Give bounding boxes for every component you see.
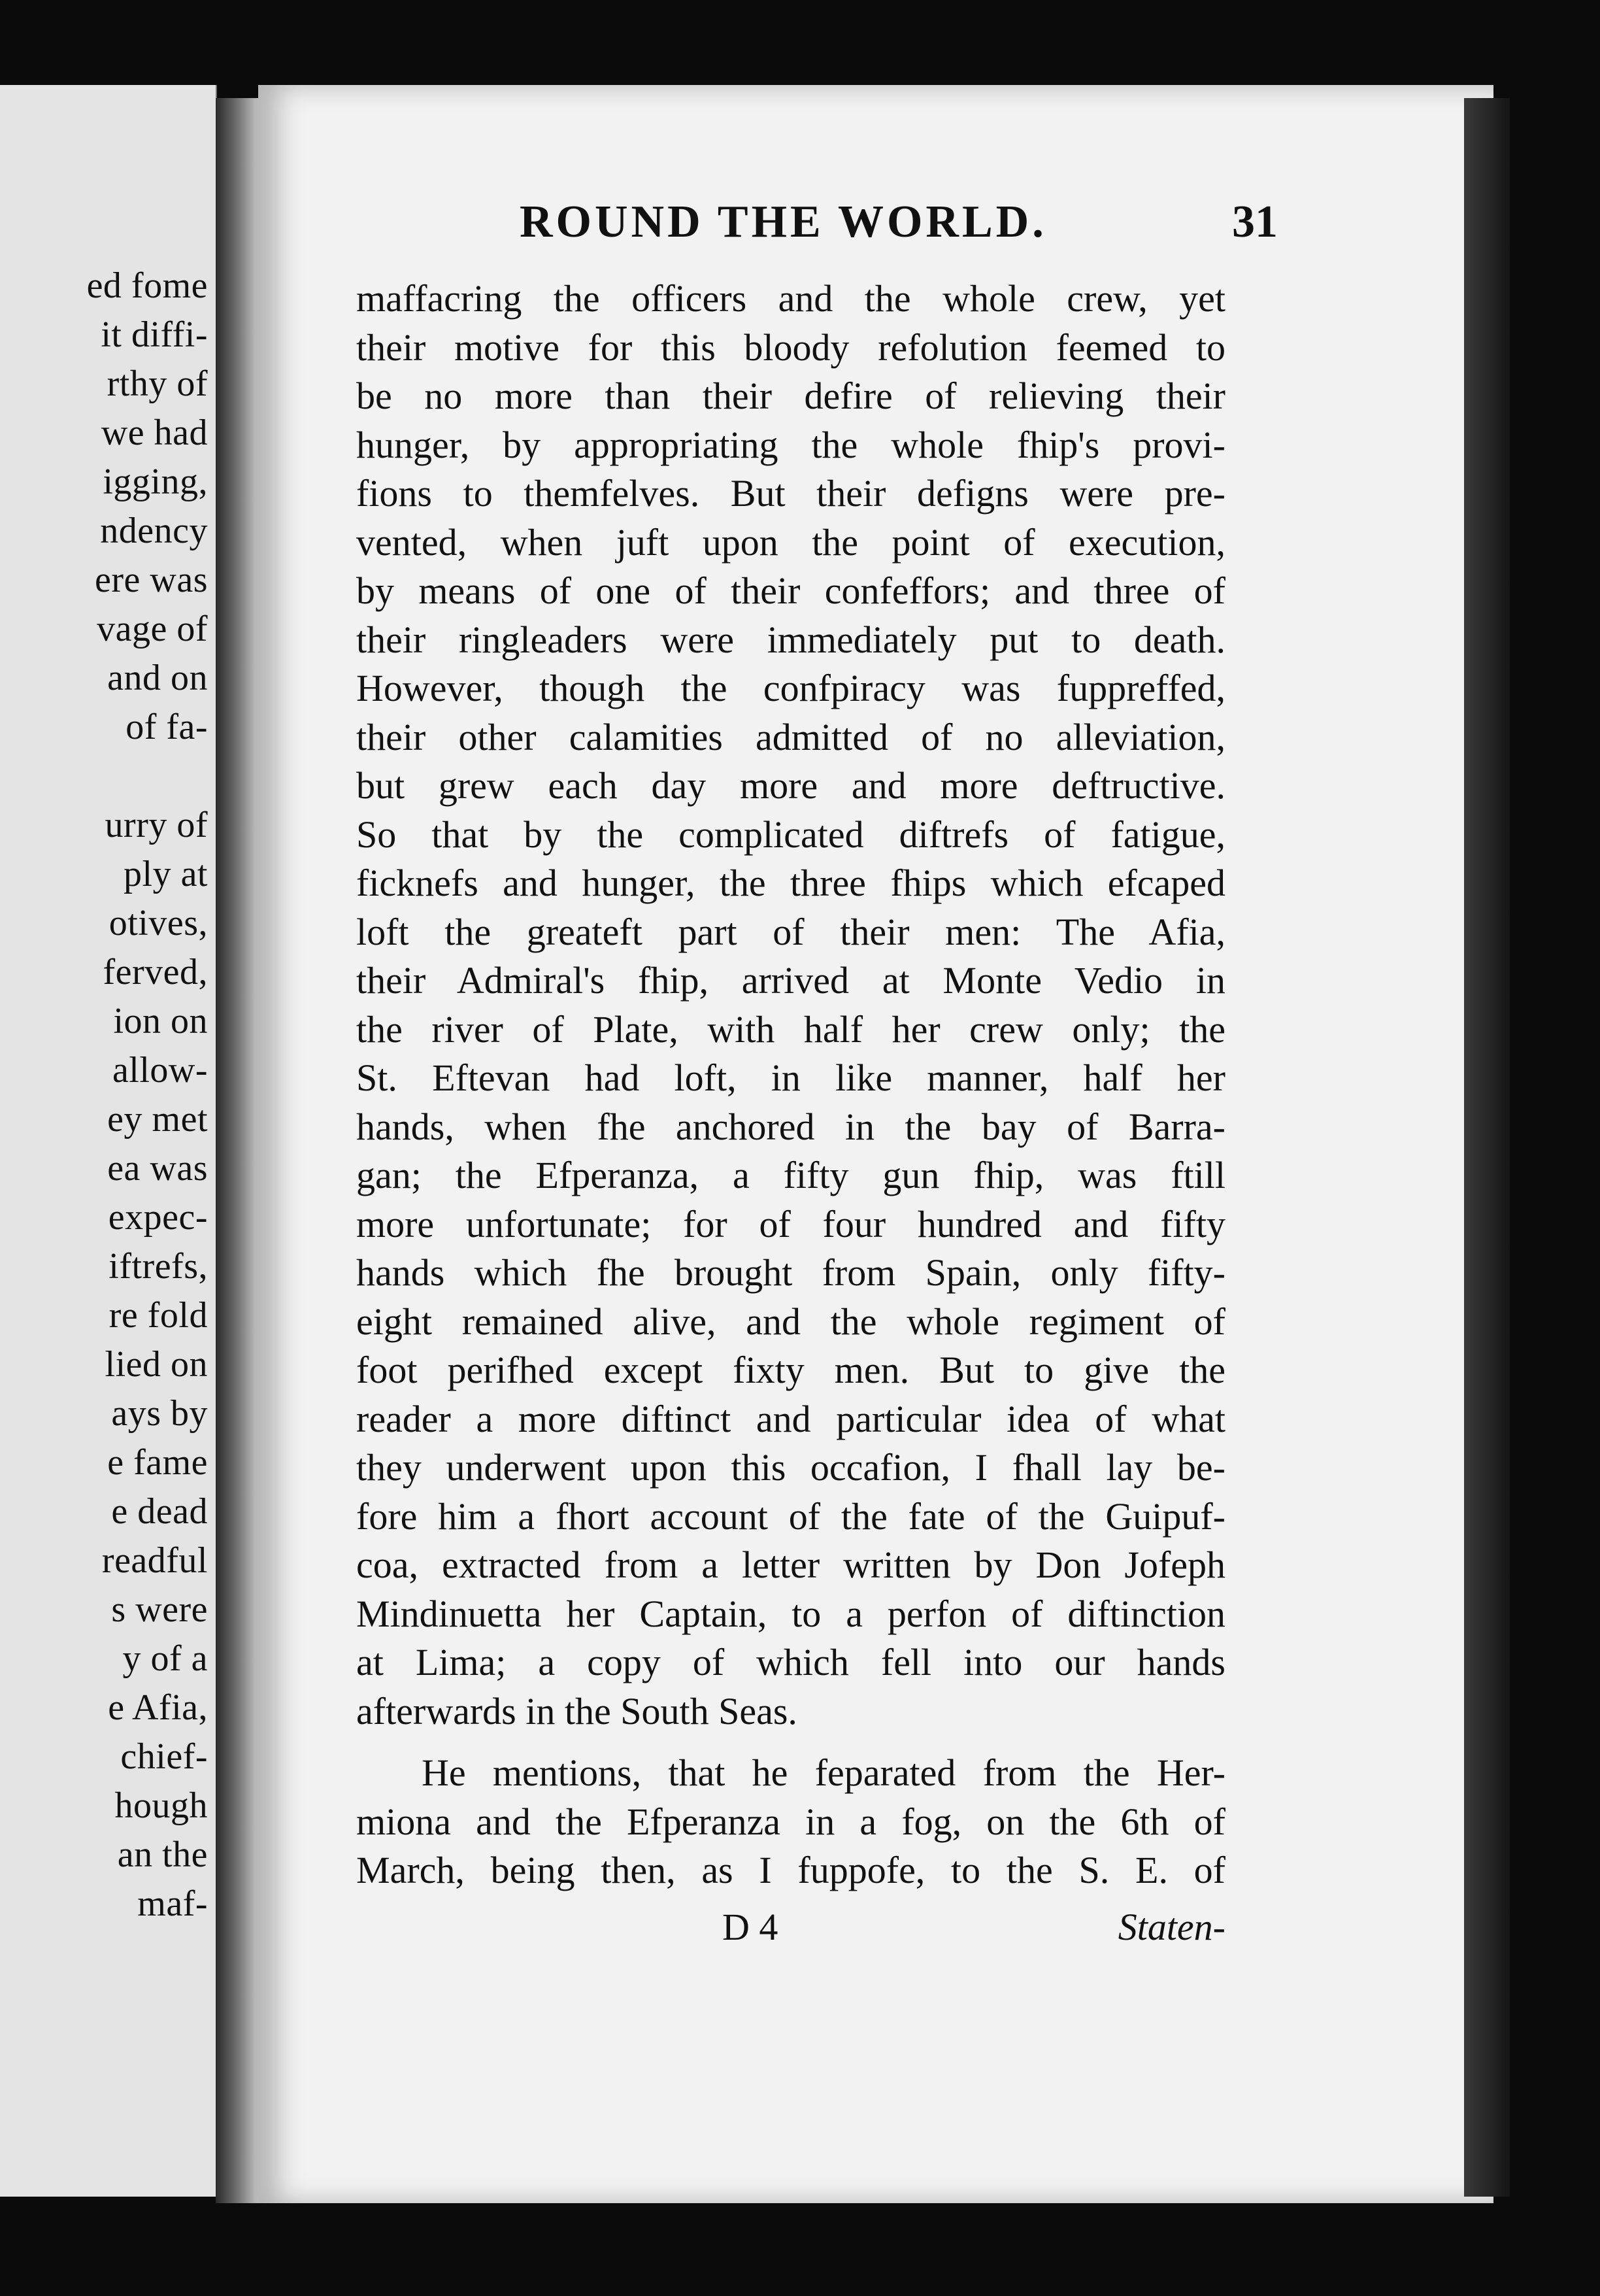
facing-line: ays by xyxy=(111,1393,208,1434)
facing-line: ndency xyxy=(100,511,208,551)
facing-line: ferved, xyxy=(103,952,208,992)
text-line: miona and the Efperanza in a fog, on the 6th of xyxy=(356,1800,1225,1843)
facing-line: we had xyxy=(101,413,208,453)
text-line: at Lima; a copy of which fell into our hands xyxy=(356,1641,1225,1683)
text-line: hands which fhe brought from Spain, only fifty- xyxy=(356,1251,1225,1294)
catchword: Staten- xyxy=(1118,1906,1225,1948)
text-line: foot perifhed except fixty men. But to give the xyxy=(356,1349,1225,1391)
text-line: coa, extracted from a letter written by Don Jofeph xyxy=(356,1544,1225,1586)
facing-line: re fold xyxy=(108,1295,208,1336)
text-line: fions to themfelves. But their defigns were pre- xyxy=(356,472,1225,515)
text-line: their other calamities admitted of no alleviation, xyxy=(356,715,1225,758)
body-text xyxy=(356,275,1225,1895)
text-line: by means of one of their confeffors; and three of xyxy=(356,569,1225,612)
page-edge xyxy=(1464,98,1510,2197)
text-line: fore him a fhort account of the fate of the Guipuf- xyxy=(356,1494,1225,1538)
facing-line: e Afia, xyxy=(108,1687,208,1728)
facing-page xyxy=(0,85,217,2197)
facing-line: y of a xyxy=(122,1638,208,1679)
facing-line: iftrefs, xyxy=(108,1246,208,1287)
paragraph-break xyxy=(356,1736,1225,1749)
facing-line: hough xyxy=(114,1785,208,1826)
facing-line: urry of xyxy=(105,805,208,845)
page-header xyxy=(520,196,1291,248)
text-line: St. Eftevan had loft, in like manner, half her xyxy=(356,1056,1225,1099)
facing-line: ply at xyxy=(124,854,208,894)
signature-mark: D 4 xyxy=(722,1906,778,1948)
text-line: they underwent upon this occafion, I fhall lay be- xyxy=(356,1446,1225,1489)
facing-page-text xyxy=(0,262,208,1929)
facing-line: ed fome xyxy=(86,265,208,306)
facing-line: e fame xyxy=(107,1442,208,1483)
text-line: However, though the confpiracy was fuppreffed, xyxy=(356,667,1225,709)
facing-line: an the xyxy=(117,1834,208,1875)
facing-line: ere was xyxy=(95,560,208,600)
text-line: afterwards in the South Seas. xyxy=(356,1689,797,1732)
facing-line: readful xyxy=(101,1540,208,1581)
facing-line: ea was xyxy=(107,1148,208,1189)
text-line: hunger, by appropriating the whole fhip's provi- xyxy=(356,423,1225,466)
facing-line xyxy=(0,752,208,801)
facing-line: otives, xyxy=(108,903,208,943)
text-line: but grew each day more and more deftructive. xyxy=(356,764,1225,807)
facing-line: igging, xyxy=(103,462,208,502)
text-line: reader a more diftinct and particular idea of what xyxy=(356,1397,1225,1440)
text-line: Mindinuetta her Captain, to a perfon of diftinction xyxy=(356,1592,1225,1635)
facing-line: chief- xyxy=(120,1736,208,1777)
facing-line: allow- xyxy=(112,1050,208,1090)
facing-line: it diffi- xyxy=(101,314,208,355)
text-line: gan; the Efperanza, a fifty gun fhip, was ftill xyxy=(356,1154,1225,1196)
text-line: He mentions, that he feparated from the Her- xyxy=(422,1751,1225,1794)
text-line: loft the greateft part of their men: The Afia, xyxy=(356,910,1225,953)
facing-line: of fa- xyxy=(125,707,208,747)
text-line: So that by the complicated diftrefs of fatigue, xyxy=(356,813,1225,856)
facing-line: and on xyxy=(107,658,208,698)
running-head: ROUND THE WORLD. xyxy=(520,197,1047,247)
page-footer xyxy=(356,1901,1225,1953)
text-line: maffacring the officers and the whole crew, yet xyxy=(356,277,1225,320)
text-line: vented, when juft upon the point of execution, xyxy=(356,520,1225,564)
facing-line: vage of xyxy=(97,609,208,649)
text-line: March, being then, as I fuppofe, to the S. E. of xyxy=(356,1849,1225,1891)
text-line: their Admiral's fhip, arrived at Monte Vedio in xyxy=(356,959,1225,1002)
text-line: their motive for this bloody refolution feemed to xyxy=(356,326,1225,369)
page-number: 31 xyxy=(1232,197,1278,247)
facing-line: ey met xyxy=(107,1099,208,1140)
facing-line: e dead xyxy=(111,1491,208,1532)
text-line: their ringleaders were immediately put to death. xyxy=(356,618,1225,661)
text-line: be no more than their defire of relieving their xyxy=(356,375,1225,417)
facing-line: ion on xyxy=(113,1001,208,1041)
text-line: ficknefs and hunger, the three fhips which efcaped xyxy=(356,862,1225,904)
facing-line: s were xyxy=(111,1589,208,1630)
facing-line: rthy of xyxy=(107,363,208,404)
text-line: the river of Plate, with half her crew only; the xyxy=(356,1007,1225,1051)
text-line: eight remained alive, and the whole regiment of xyxy=(356,1300,1225,1343)
text-line: more unfortunate; for of four hundred and fifty xyxy=(356,1202,1225,1245)
text-line: hands, when fhe anchored in the bay of Barra- xyxy=(356,1105,1225,1148)
facing-line: lied on xyxy=(105,1344,208,1385)
facing-line: maf- xyxy=(137,1883,208,1924)
facing-line: expec- xyxy=(108,1197,208,1238)
